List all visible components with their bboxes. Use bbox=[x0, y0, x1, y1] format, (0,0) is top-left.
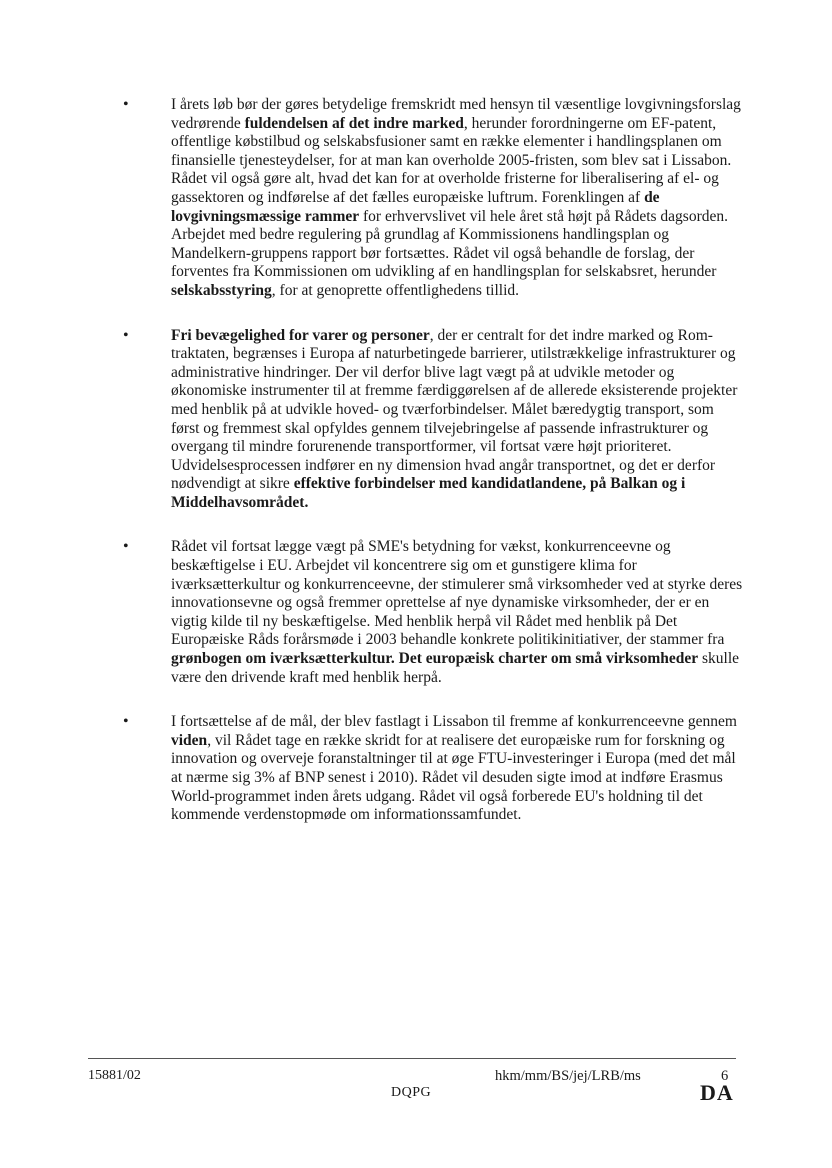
bullet-icon: • bbox=[123, 538, 129, 556]
bold-phrase: effektive forbindelser med kandidatlandene, på Balkan og i Middelhavsområdet. bbox=[171, 475, 686, 511]
bullet-item bbox=[0, 538, 832, 687]
paragraph-text: , vil Rådet tage en række skridt for at realisere det europæiske rum for forskning og innovation og overveje foranstaltninger til at øge FTU-investeringer i Europa (med det mål at nærme sig 3% af BNP senest i 2010). Rådet vil desuden sigte imod at indføre Erasmus World-programmet inden årets udgang. Rådet vil også forberede EU's holdning til det kommende verdenstopmøde om informationssamfundet. bbox=[171, 731, 736, 824]
footer-doc-number: 15881/02 bbox=[88, 1068, 141, 1083]
footer-department: DQPG bbox=[391, 1085, 432, 1100]
paragraph-text: I årets løb bør der gøres betydelige fremskridt med hensyn til væsentlige lovgivningsforslag vedrørende bbox=[171, 96, 741, 132]
bullet-item bbox=[0, 713, 832, 825]
paragraph-text: , for at genoprette offentlighedens tillid. bbox=[271, 281, 519, 299]
paragraph-text: Rådet vil fortsat lægge vægt på SME's betydning for vækst, konkurrenceevne og beskæftigelse i EU. Arbejdet vil koncentrere sig om et gunstigere klima for iværksætterkultur og konkurrenceevne, der stimulerer små virksomheder ved at styrke deres innovationsevne og også fremmer oprettelse af nye dynamiske virksomheder, der er en vigtig kilde til ny beskæftigelse. Med henblik herpå vil Rådet med henblik på Det Europæiske Råds forårsmøde i 2003 behandle konkrete politikinitiativer, der stammer fra bbox=[171, 538, 743, 649]
paragraph bbox=[171, 713, 746, 825]
bold-phrase: grønbogen om iværksætterkultur. Det europæisk charter om små virksomheder bbox=[171, 650, 699, 668]
bold-phrase: fuldendelsen af det indre marked bbox=[244, 114, 464, 132]
bold-phrase: viden bbox=[171, 731, 208, 749]
paragraph bbox=[171, 96, 746, 301]
paragraph-text: , der er centralt for det indre marked og Rom-traktaten, begrænses i Europa af naturbetingede barrierer, utilstrækkelige infrastrukturer og administrative hindringer. Der vil derfor blive lagt vægt på at udvikle metoder og økonomiske instrumenter til at fremme færdiggørelsen af de allerede eksisterende projekter med henblik på at udvikle hoved- og tværforbindelser. Målet bæredygtig transport, som først og fremmest skal opfyldes gennem tilvejebringelse af passende infrastrukturer og overgang til mindre forurenende transportformer, vil fortsat være højt prioriteret. Udvidelsesprocessen indfører en ny dimension hvad angår transportnet, og det er derfor nødvendigt at sikre bbox=[171, 326, 738, 493]
paragraph-text: for erhvervslivet vil hele året stå højt på Rådets dagsorden. Arbejdet med bedre regulering på grundlag af Kommissionens handlingsplan og Mandelkern-gruppens rapport bør fortsættes. Rådet vil også behandle de forslag, der forventes fra Kommissionen om udvikling af en handlingsplan for selskabsret, herunder bbox=[171, 207, 729, 281]
bullet-icon: • bbox=[123, 96, 129, 113]
footer-initials: hkm/mm/BS/jej/LRB/ms bbox=[495, 1068, 641, 1084]
bold-phrase: de lovgivningsmæssige rammer bbox=[171, 188, 660, 225]
bullet-item bbox=[0, 327, 832, 513]
paragraph bbox=[171, 327, 746, 513]
paragraph bbox=[171, 538, 746, 687]
paragraph-text: I fortsættelse af de mål, der blev fastlagt i Lissabon til fremme af konkurrenceevne gennem bbox=[171, 713, 737, 731]
bullet-item bbox=[0, 96, 832, 301]
bullet-icon: • bbox=[123, 326, 129, 344]
footer-language-code: DA bbox=[700, 1080, 734, 1105]
bullet-list bbox=[0, 96, 832, 851]
footer-page-number: 6 bbox=[721, 1068, 729, 1084]
bold-phrase: selskabsstyring bbox=[171, 281, 272, 299]
bullet-icon: • bbox=[123, 713, 129, 731]
footer-divider bbox=[88, 1058, 736, 1059]
bold-phrase: Fri bevægelighed for varer og personer bbox=[171, 326, 430, 344]
paragraph-text: skulle være den drivende kraft med henblik herpå. bbox=[171, 650, 740, 686]
paragraph-text: , herunder forordningerne om EF-patent, offentlige købstilbud og selskabsfusioner samt en række elementer i handlingsplanen om finansielle tjenesteydelser, for at man kan overholde 2005-fristen, som blev sat i Lissabon. Rådet vil også gøre alt, hvad det kan for at overholde fristerne for liberalisering af el- og gassektoren og indførelse af det fælles europæiske luftrum. Forenklingen af bbox=[171, 114, 732, 206]
